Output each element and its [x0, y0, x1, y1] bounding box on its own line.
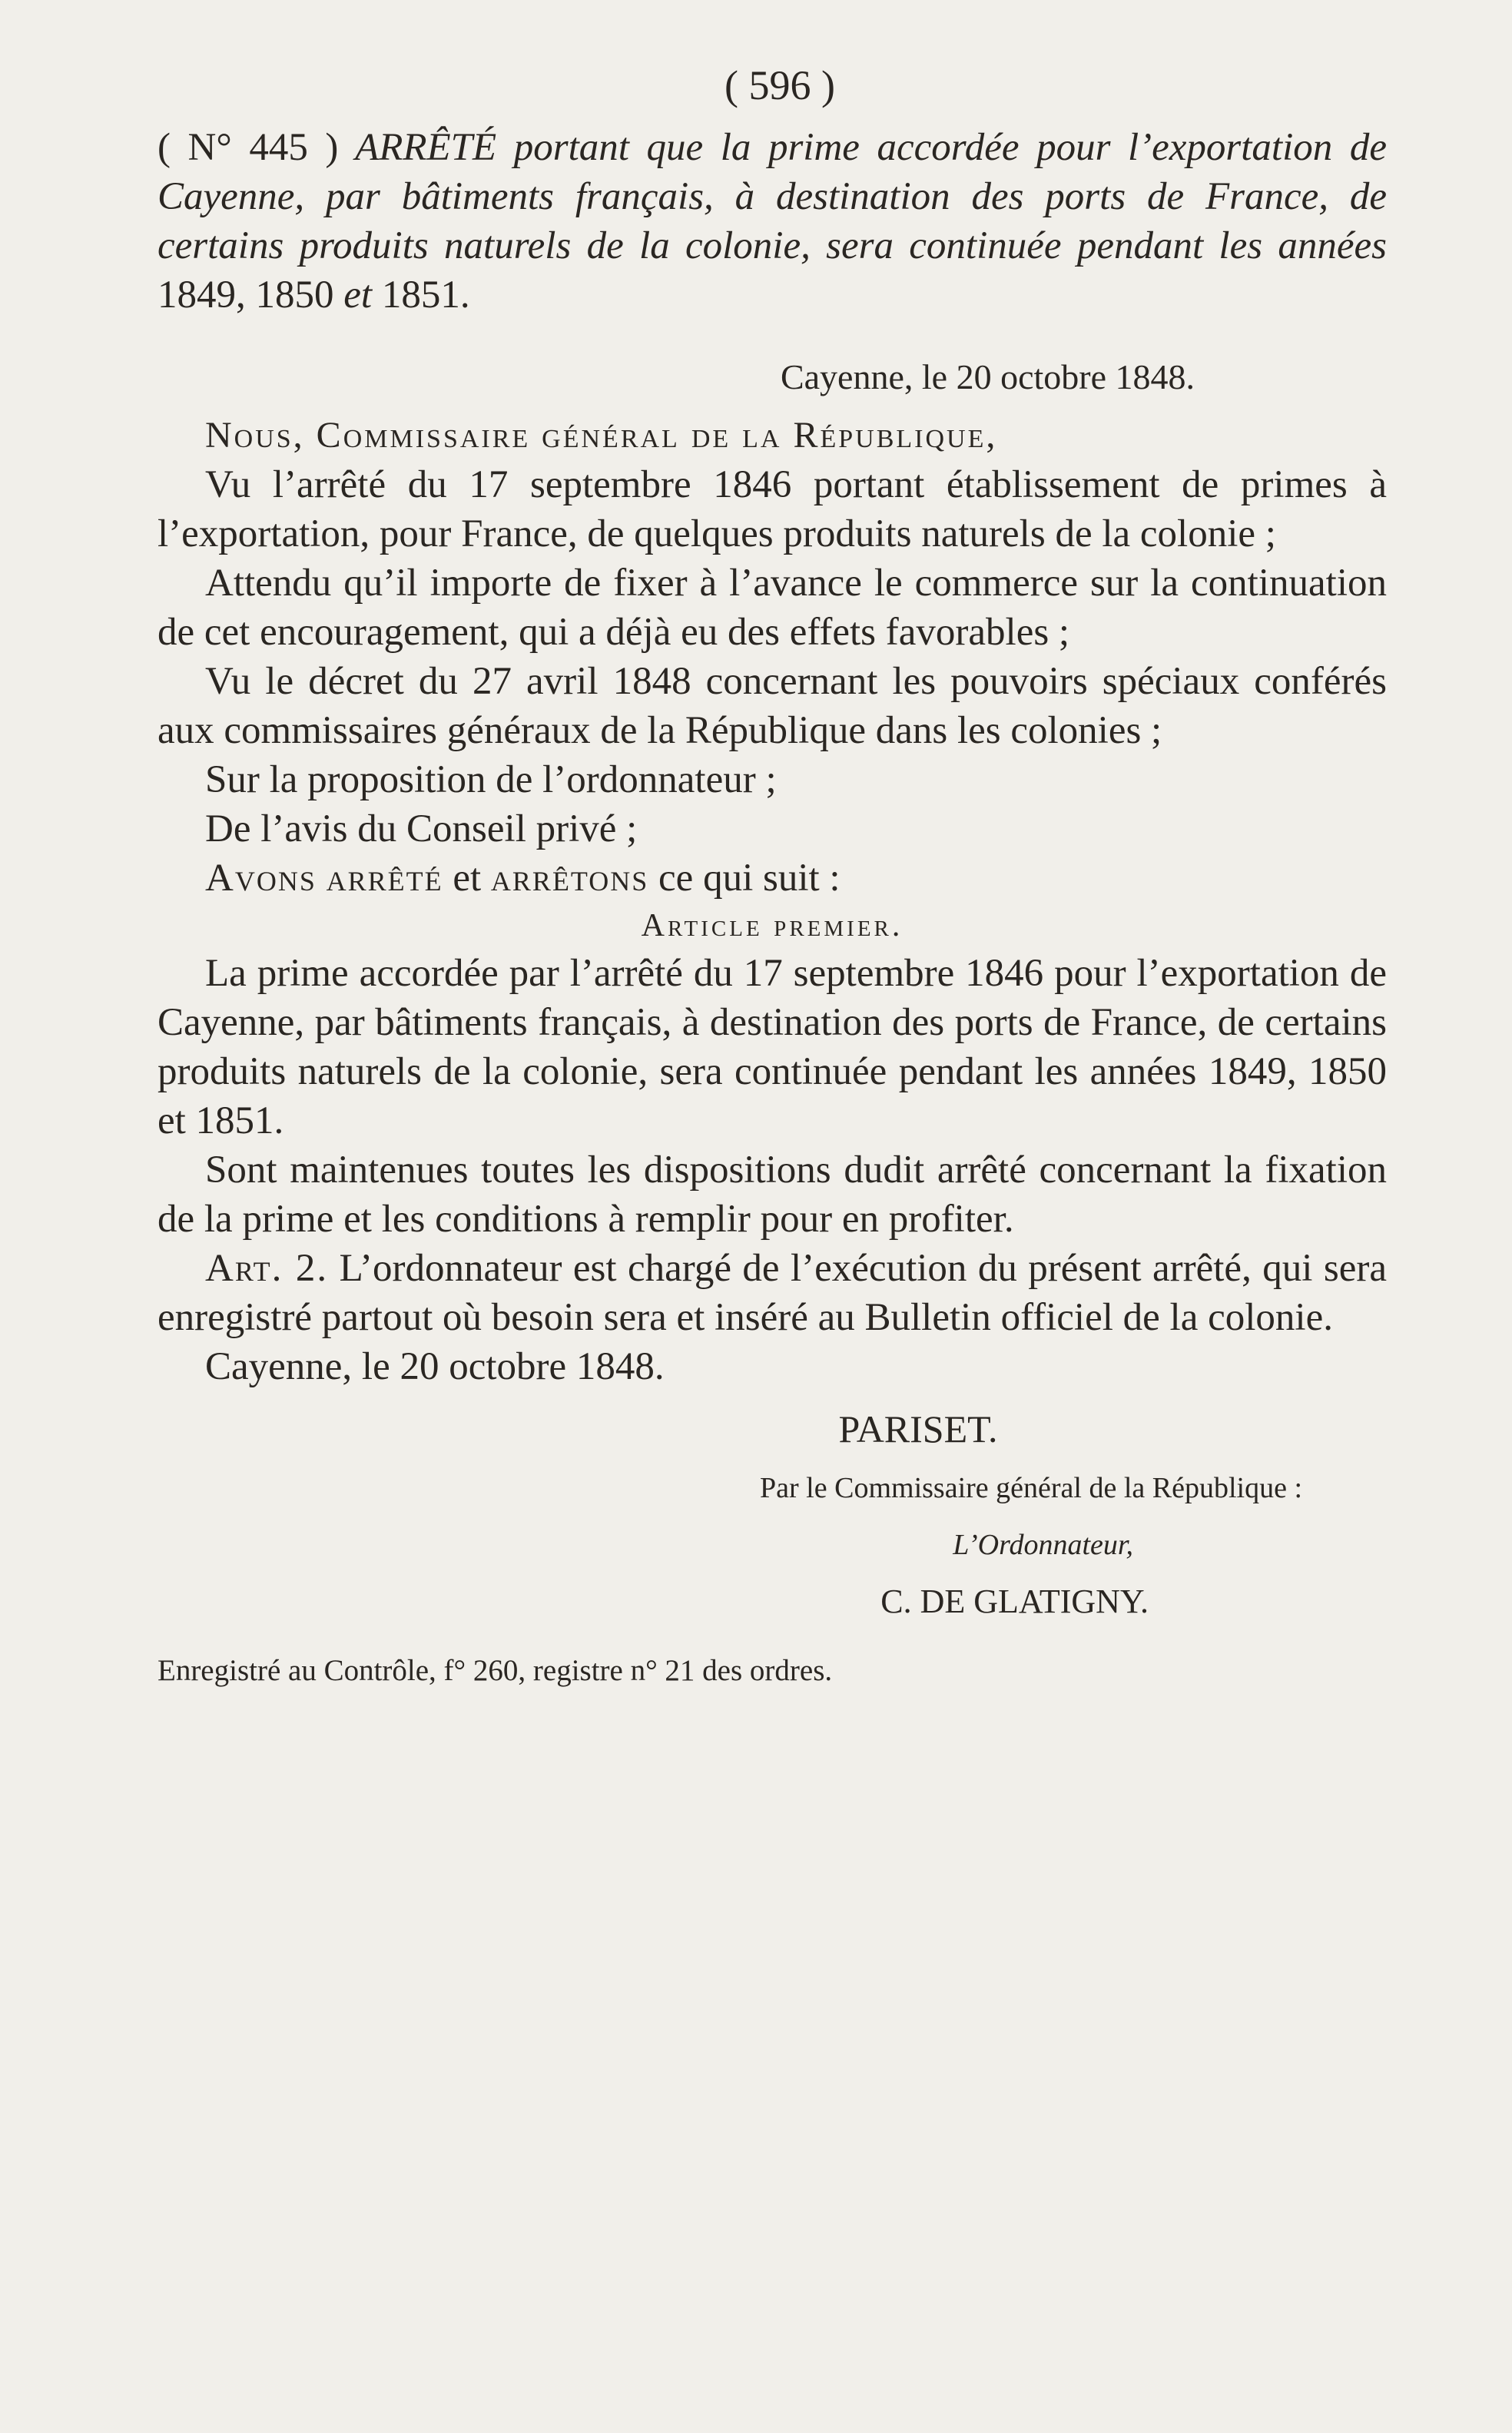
article-2-label: Art. 2. — [205, 1247, 329, 1290]
dateline: Cayenne, le 20 octobre 1848. — [780, 357, 1195, 396]
ordonnateur-title: L’Ordonnateur, — [953, 1529, 1133, 1561]
document-page — [158, 61, 1387, 1688]
nous-line: Nous, Commissaire général de la République, — [205, 415, 998, 456]
article-premier-title: Article premier. — [641, 908, 904, 943]
et-word: et — [453, 857, 482, 900]
ce-qui-suit: ce qui suit : — [658, 857, 841, 900]
decree-heading — [158, 123, 1387, 320]
considerant-2: Attendu qu’il importe de fixer à l’avance le commerce sur la continuation de cet encouragement, qui a déjà eu des effets favorables ; — [158, 562, 1387, 654]
countersign-name: C. DE GLATIGNY. — [880, 1583, 1149, 1620]
article-2-text: L’ordonnateur est chargé de l’exécution du présent arrêté, qui sera enregistré partout où besoin sera et inséré au Bulletin officiel de la colonie. — [158, 1247, 1387, 1339]
article-premier-para-1: La prime accordée par l’arrêté du 17 septembre 1846 pour l’exportation de Cayenne, par bâtiments français, à destination des ports de France, de certains produits naturels de la colonie, sera continuée pendant les années 1849, 1850 et 1851. — [158, 952, 1387, 1142]
article-premier-para-2: Sont maintenues toutes les dispositions dudit arrêté concernant la fixation de la prime et les conditions à remplir pour en profiter. — [158, 1149, 1387, 1241]
page-number: ( 596 ) — [724, 62, 835, 108]
article-2 — [158, 1244, 1387, 1342]
decree-number: ( N° 445 ) — [158, 126, 339, 169]
arrete-word: arrêté — [326, 857, 443, 900]
considerant-3: Vu le décret du 27 avril 1848 concernant les pouvoirs spéciaux conférés aux commissaires généraux de la République dans les colonies ; — [158, 660, 1387, 752]
decree-last-year: 1851. — [381, 273, 470, 317]
considerant-4: Sur la proposition de l’ordonnateur ; — [205, 758, 777, 801]
considerant-5: De l’avis du Conseil privé ; — [205, 807, 638, 850]
avons-word: Avons — [205, 857, 317, 900]
arretons-word: arrêtons — [490, 857, 649, 900]
closing-date: Cayenne, le 20 octobre 1848. — [205, 1345, 665, 1388]
decree-years: 1849, 1850 — [158, 273, 334, 317]
registration-note: Enregistré au Contrôle, f° 260, registre n° 21 des ordres. — [158, 1654, 833, 1687]
signatory-name: PARISET. — [838, 1407, 998, 1450]
par-le-commissaire: Par le Commissaire général de la République : — [760, 1472, 1302, 1504]
decree-conj: et — [343, 273, 373, 317]
decree-title: ARRÊTÉ portant que la prime accordée pour l’exportation de Cayenne, par bâtiments français, à destination des ports de France, de certains produits naturels de la colonie, sera continuée pendant les années — [158, 126, 1387, 267]
avons-arrete — [158, 854, 1387, 903]
considerant-1: Vu l’arrêté du 17 septembre 1846 portant établissement de primes à l’exportation, pour France, de quelques produits naturels de la colonie ; — [158, 463, 1387, 555]
